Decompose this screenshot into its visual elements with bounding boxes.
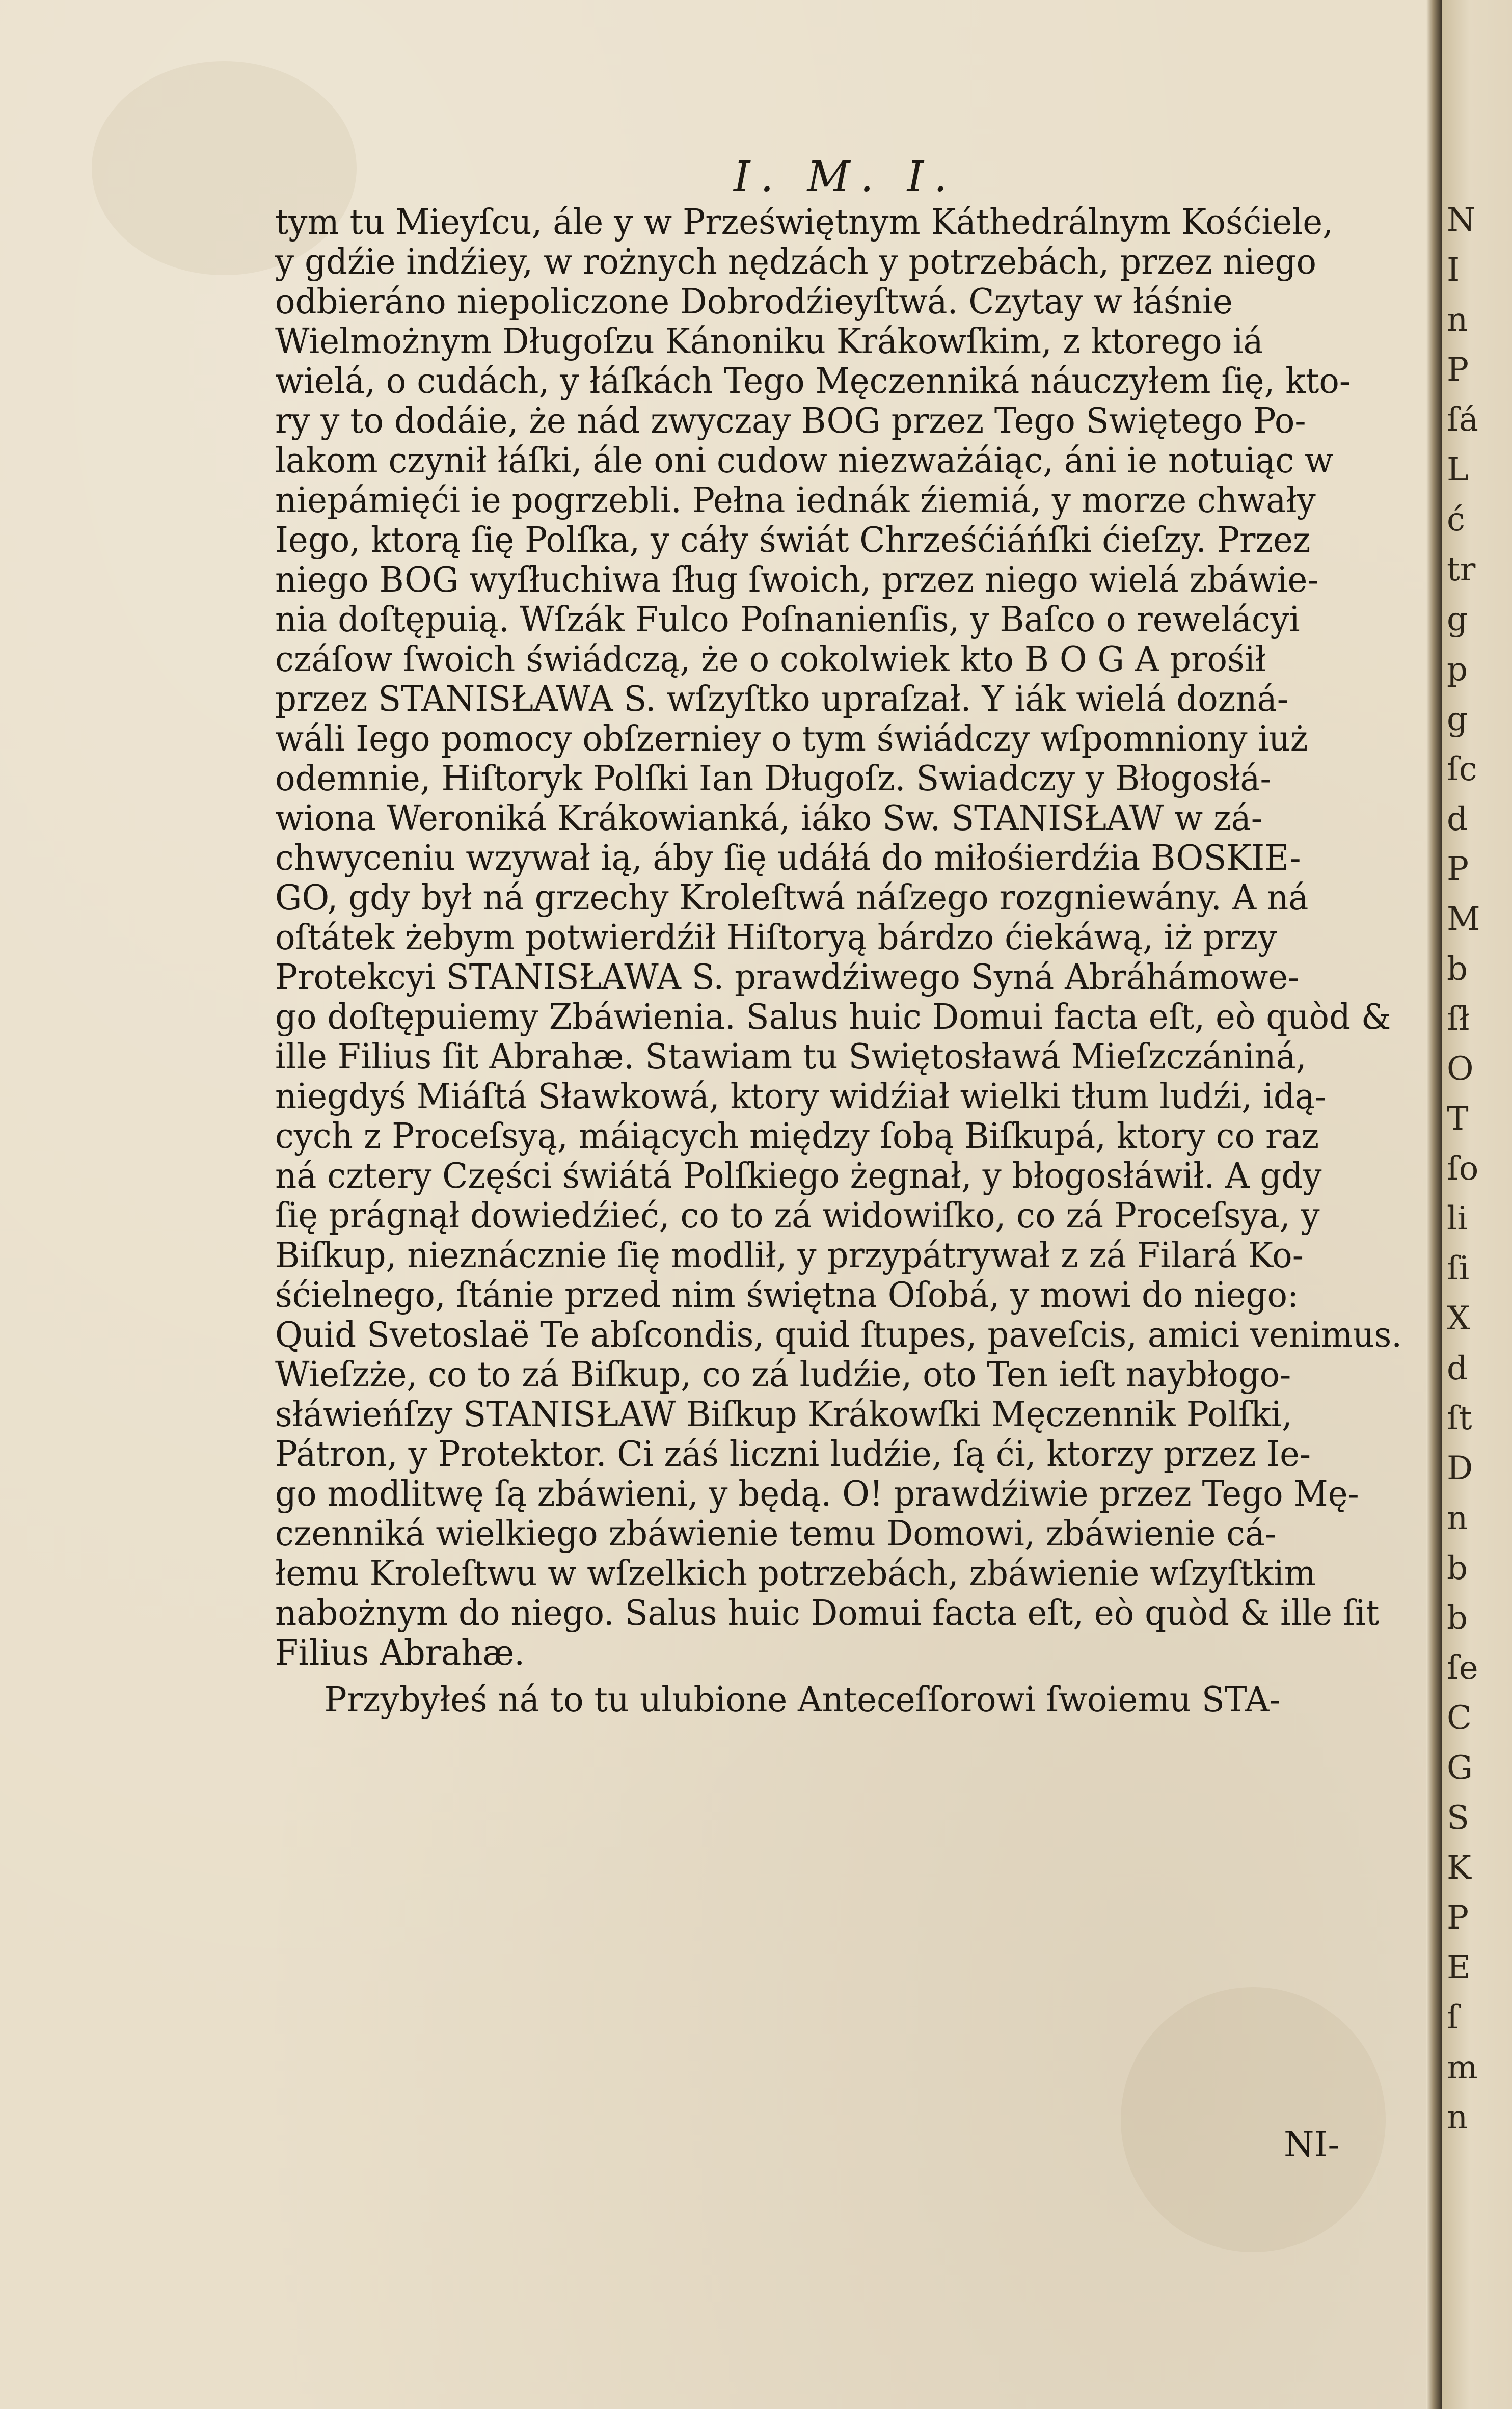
text-line: ná cztery Części świátá Polſkiego żegnał, y błogosłáwił. A gdy <box>275 1156 1322 1196</box>
facing-page-fragment: C <box>1447 1699 1472 1737</box>
text-line: nabożnym do niego. Salus huic Domui facta eſt, eò quòd & ille ſit <box>275 1593 1380 1634</box>
facing-page-fragment: ſt <box>1447 1400 1472 1437</box>
text-line: ſię prágnął dowiedźieć, co to zá widowiſko, co zá Proceſsya, y <box>275 1196 1320 1236</box>
text-line: GO, gdy był ná grzechy Kroleſtwá náſzego rozgniewány. A ná <box>275 878 1309 918</box>
facing-page-fragment: T <box>1447 1100 1469 1138</box>
facing-page-fragment: n <box>1447 1500 1468 1537</box>
facing-page-fragment: b <box>1447 1599 1468 1637</box>
text-line: lakom czynił łáſki, ále oni cudow niezważáiąc, áni ie notuiąc w <box>275 441 1334 481</box>
text-line: nia doſtępuią. Wſzák Fulco Poſnanienſis, y Baſco o rewelácyi <box>275 600 1300 640</box>
paragraph-start-line: Przybyłeś ná to tu ulubione Anteceſſorowi ſwoiemu STA- <box>324 1680 1281 1720</box>
facing-page-fragment: b <box>1447 1549 1468 1587</box>
facing-page-fragment: d <box>1447 1350 1468 1387</box>
text-line: niego BOG wyſłuchiwa ſług ſwoich, przez niego wielá zbáwie- <box>275 560 1319 600</box>
facing-page-fragment: M <box>1447 900 1480 938</box>
facing-page-fragment: G <box>1447 1749 1473 1787</box>
facing-page-fragment: D <box>1447 1450 1473 1487</box>
facing-page-fragment: n <box>1447 2099 1468 2136</box>
text-line: Protekcyi STANISŁAWA S. prawdźiwego Syná Abráhámowe- <box>275 957 1300 998</box>
facing-page-fragment: ſi <box>1447 1250 1470 1288</box>
text-line: ry y to dodáie, że nád zwyczay BOG przez Tego Swiętego Po- <box>275 401 1306 441</box>
body-text <box>275 203 1447 1720</box>
facing-page-fragment: n <box>1447 301 1468 339</box>
text-line: Iego, ktorą ſię Polſka, y cáły świát Chrześćiáńſki ćieſzy. Przez <box>275 520 1311 560</box>
facing-page-fragment: K <box>1447 1849 1471 1887</box>
catchword: NI- <box>1284 2125 1340 2165</box>
text-line: słáwieńſzy STANISŁAW Biſkup Krákowſki Męczennik Polſki, <box>275 1395 1292 1435</box>
text-line: y gdźie indźiey, w rożnych nędzách y potrzebách, przez niego <box>275 242 1316 282</box>
facing-page-fragment: ć <box>1447 501 1465 539</box>
text-line: Biſkup, nieznácznie ſię modlił, y przypátrywał z zá Filará Ko- <box>275 1236 1304 1276</box>
facing-page-fragment: d <box>1447 800 1468 838</box>
facing-page-fragment: I <box>1447 251 1460 289</box>
facing-page-fragment: P <box>1447 1899 1469 1937</box>
facing-page-fragment: p <box>1447 651 1468 688</box>
text-line: śćielnego, ſtánie przed nim świętna Oſobá, y mowi do niego: <box>275 1275 1299 1316</box>
facing-page-fragment: L <box>1447 451 1469 489</box>
facing-page-fragment: m <box>1447 2049 1478 2086</box>
text-line: Quid Svetoslaë Te abſcondis, quid ſtupes, paveſcis, amici venimus. <box>275 1315 1402 1355</box>
text-line: cych z Proceſsyą, máiących między ſobą Biſkupá, ktory co raz <box>275 1116 1319 1157</box>
text-line: Wielmożnym Długoſzu Kánoniku Krákowſkim, z ktorego iá <box>275 322 1263 362</box>
facing-page-fragment: tr <box>1447 551 1476 588</box>
facing-page-fragment: P <box>1447 850 1469 888</box>
facing-page-fragment: li <box>1447 1200 1468 1238</box>
facing-page-edge <box>1442 0 1512 2409</box>
text-line: Pátron, y Protektor. Ci záś liczni ludźie, ſą ći, ktorzy przez Ie- <box>275 1434 1311 1475</box>
text-line: czáſow ſwoich świádczą, że o cokolwiek kto B O G A prośił <box>275 639 1266 680</box>
text-line: niepámięći ie pogrzebli. Pełna iednák źiemiá, y morze chwały <box>275 480 1316 521</box>
facing-page-fragment: P <box>1447 351 1469 389</box>
facing-page-fragment: E <box>1447 1949 1471 1987</box>
text-line: go doſtępuiemy Zbáwienia. Salus huic Domui facta eſt, eò quòd & <box>275 997 1391 1037</box>
facing-page-fragment: ſł <box>1447 1000 1470 1038</box>
text-line: wielá, o cudách, y łáſkách Tego Męczenniká náuczyłem ſię, kto- <box>275 361 1351 402</box>
text-line: go modlitwę ſą zbáwieni, y będą. O! prawdźiwie przez Tego Mę- <box>275 1474 1359 1514</box>
text-line: niegdyś Miáſtá Sławkowá, ktory widźiał wielki tłum ludźi, idą- <box>275 1077 1327 1117</box>
running-head: I. M. I. <box>734 153 958 201</box>
text-line: wiona Weroniká Krákowianká, iáko Sw. STANISŁAW w zá- <box>275 798 1262 839</box>
text-line: Wieſzże, co to zá Biſkup, co zá ludźie, oto Ten ieſt naybłogo- <box>275 1355 1291 1395</box>
facing-page-fragment: b <box>1447 950 1468 988</box>
paper-stain <box>1121 1987 1386 2252</box>
facing-page-fragment: N <box>1447 201 1475 239</box>
facing-page-fragment: X <box>1447 1300 1470 1337</box>
facing-page-fragment: ſc <box>1447 751 1477 788</box>
facing-page-fragment: ſá <box>1447 401 1478 439</box>
text-line: czenniká wielkiego zbáwienie temu Domowi, zbáwienie cá- <box>275 1514 1277 1554</box>
facing-page-fragment: ſ <box>1447 1999 1459 2037</box>
text-line: Filius Abrahæ. <box>275 1633 525 1673</box>
facing-page-fragment: ſe <box>1447 1649 1478 1687</box>
text-line: przez STANISŁAWA S. wſzyſtko uprаſzał. Y iák wielá dozná- <box>275 679 1288 719</box>
facing-page-fragment: O <box>1447 1050 1474 1088</box>
text-line: ille Filius ſit Abrahæ. Stawiam tu Swiętosławá Mieſzczániná, <box>275 1037 1307 1077</box>
text-line: odbieráno niepoliczone Dobrodźieyſtwá. Czytay w łáśnie <box>275 282 1233 322</box>
text-line: łemu Kroleſtwu w wſzelkich potrzebách, zbáwienie wſzyſtkim <box>275 1554 1316 1594</box>
text-line: odemnie, Hiſtoryk Polſki Ian Długoſz. Swiadczy y Błogosłá- <box>275 759 1272 799</box>
text-line: chwyceniu wzywał ią, áby ſię udáłá do miłośierdźia BOSKIE- <box>275 838 1301 878</box>
facing-page-fragment: ſo <box>1447 1150 1479 1188</box>
facing-page-fragment: g <box>1447 601 1468 638</box>
text-line: oſtátek żebym potwierdźił Hiſtoryą bárdzo ćiekáwą, iż przy <box>275 918 1277 958</box>
text-line: tym tu Mieyſcu, ále y w Przeświętnym Káthedrálnym Kośćiele, <box>275 202 1333 243</box>
text-line: wáli Iego pomocy obſzerniey o tym świádczy wſpomniony iuż <box>275 719 1308 759</box>
facing-page-fragment: S <box>1447 1799 1469 1837</box>
book-gutter <box>1426 0 1442 2409</box>
facing-page-fragment: g <box>1447 701 1468 738</box>
